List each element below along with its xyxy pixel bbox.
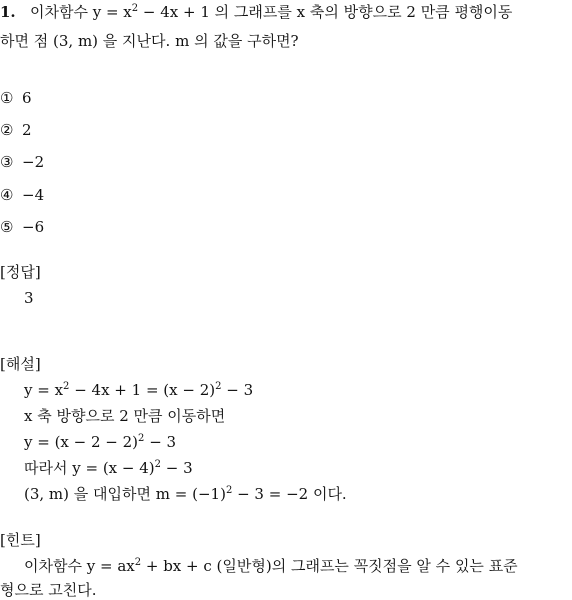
- math-expression: y = x: [24, 381, 64, 399]
- choice-value: 6: [22, 89, 32, 107]
- choice-4[interactable]: [0, 185, 44, 205]
- choice-value: −6: [22, 218, 45, 236]
- hint-text: 이차함수: [24, 557, 87, 575]
- choice-mark: ⑤: [0, 218, 14, 236]
- explanation-line-5: [24, 484, 347, 504]
- explanation-text: 따라서: [24, 459, 73, 477]
- superscript: 2: [138, 433, 145, 444]
- math-expression: y = (x − 2 − 2): [24, 433, 139, 451]
- math-expression: (3, m): [53, 32, 99, 50]
- explanation-line-3: [24, 432, 176, 452]
- math-expression: − 3: [161, 459, 193, 477]
- explanation-title: [해설]: [0, 355, 41, 373]
- question-text: 의 값을 구하면?: [189, 32, 299, 50]
- hint-line-2: 형으로 고친다.: [0, 581, 97, 599]
- choice-value: −4: [22, 186, 45, 204]
- explanation-line-2: [24, 406, 225, 426]
- superscript: 2: [154, 459, 162, 470]
- hint-title: [힌트]: [0, 531, 41, 549]
- explanation-text: 을 대입하면: [69, 485, 156, 503]
- superscript: 2: [63, 381, 70, 392]
- math-expression: (3, m): [24, 485, 70, 503]
- math-expression: y = x: [92, 3, 132, 21]
- question-text: 이차함수: [29, 3, 93, 21]
- math-expression: m = (−1): [155, 485, 226, 503]
- question-text: 의 그래프를: [209, 3, 297, 21]
- hint-line-1: [24, 556, 518, 576]
- question-text: 을 지난다.: [98, 32, 176, 50]
- question-number: 1.: [0, 3, 16, 21]
- explanation-line-1: [24, 380, 253, 400]
- choice-value: 2: [22, 121, 32, 139]
- superscript: 2: [134, 557, 142, 568]
- question-line-1: [0, 2, 512, 22]
- explanation-line-4: [24, 458, 193, 478]
- choice-mark: ③: [0, 153, 14, 171]
- choice-value: −2: [22, 153, 45, 171]
- math-expression: y = ax: [86, 557, 135, 575]
- choice-mark: ②: [0, 121, 14, 139]
- choice-mark: ④: [0, 186, 14, 204]
- choice-1[interactable]: [0, 88, 32, 108]
- superscript: 2: [131, 3, 139, 14]
- math-expression: y = (x − 4): [72, 459, 155, 477]
- answer-value: 3: [24, 289, 34, 307]
- hint-text: (일반형)의 그래프는 꼭짓점을 알 수 있는 표준: [211, 557, 518, 575]
- choice-mark: ①: [0, 89, 14, 107]
- math-variable: x: [296, 3, 306, 21]
- superscript: 2: [215, 381, 222, 392]
- question-text: 축의 방향으로 2 만큼 평행이동: [305, 3, 513, 21]
- superscript: 2: [225, 485, 233, 496]
- question-line-2: [0, 31, 299, 51]
- choice-5[interactable]: [0, 217, 44, 237]
- math-expression: − 4x + 1 = (x − 2): [69, 381, 216, 399]
- choice-2[interactable]: [0, 120, 32, 140]
- math-expression: − 4x + 1: [138, 3, 210, 21]
- math-expression: + bx + c: [141, 557, 212, 575]
- math-variable: x: [24, 407, 33, 425]
- question-text: 하면 점: [0, 32, 54, 50]
- math-expression: − 3: [144, 433, 177, 451]
- math-expression: − 3 = −2: [232, 485, 309, 503]
- math-variable: m: [175, 32, 190, 50]
- answer-title: [정답]: [0, 263, 41, 281]
- explanation-text: 이다.: [308, 485, 347, 503]
- choice-3[interactable]: [0, 152, 44, 172]
- explanation-text: 축 방향으로 2 만큼 이동하면: [32, 407, 226, 425]
- math-expression: − 3: [221, 381, 254, 399]
